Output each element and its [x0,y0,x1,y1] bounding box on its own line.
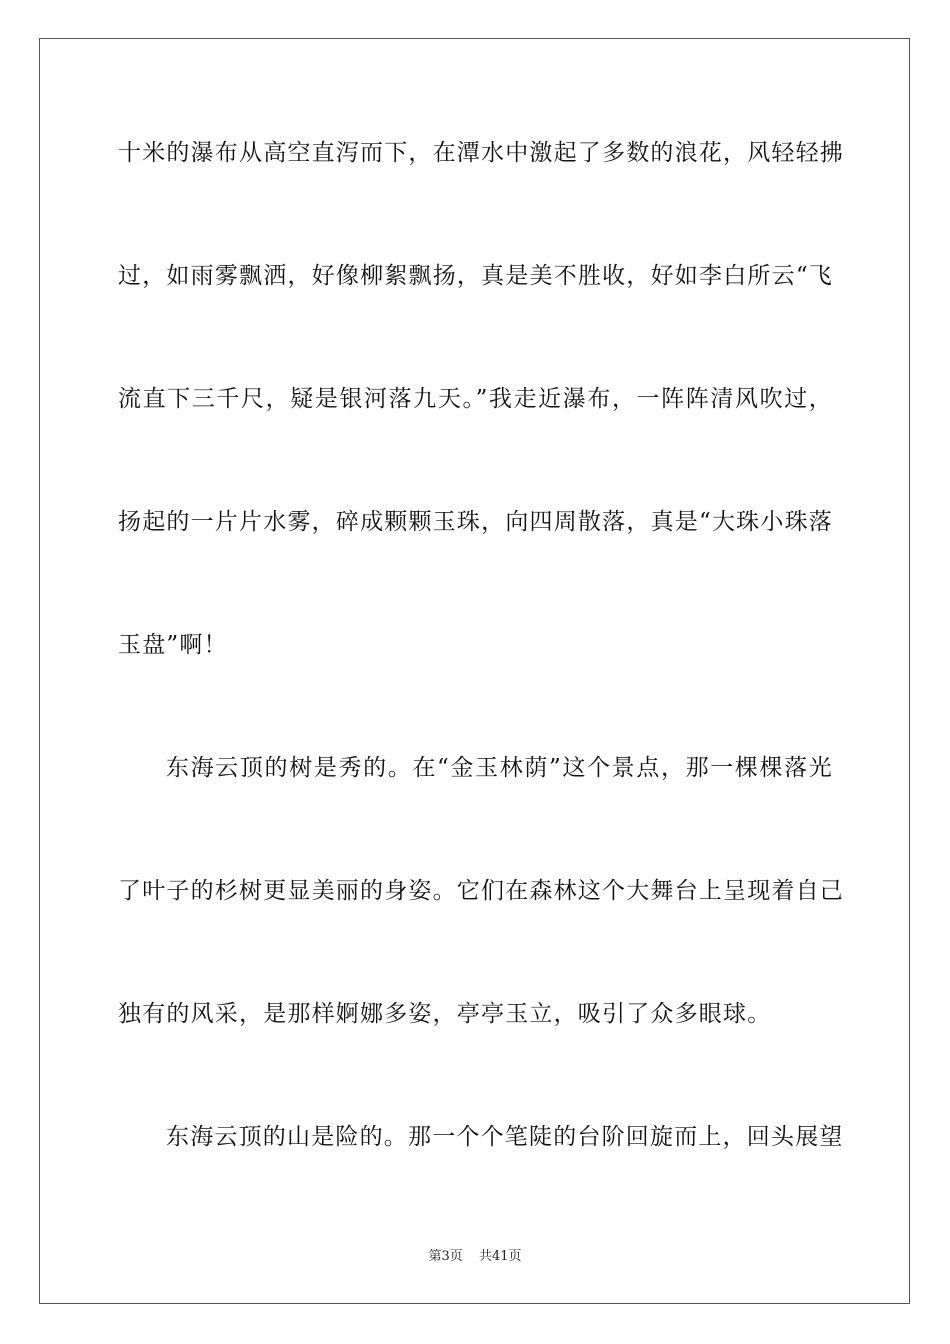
paragraph-line: 东海云顶的山是险的。那一个个笔陡的台阶回旋而上，回头展望 [166,1124,844,1150]
paragraph-line: 过，如雨雾飘洒，好像柳絮飘扬，真是美不胜收，好如李白所云“飞 [118,263,833,289]
paragraph-line: 了叶子的杉树更显美丽的身姿。它们在森林这个大舞台上呈现着自己 [118,878,844,904]
paragraph-line: 东海云顶的树是秀的。在“金玉林荫”这个景点，那一棵棵落光 [166,755,833,781]
paragraph-line: 流直下三千尺，疑是银河落九天。”我走近瀑布，一阵阵清风吹过， [118,386,833,412]
page-footer [0,1245,950,1264]
page-border [39,38,910,1304]
paragraph-line: 扬起的一片片水雾，碎成颗颗玉珠，向四周散落，真是“大珠小珠落 [118,509,833,535]
paragraph-line: 玉盘”啊！ [118,632,228,658]
paragraph-line: 独有的风采，是那样婀娜多姿，亭亭玉立，吸引了众多眼球。 [118,1001,772,1027]
paragraph-line: 十米的瀑布从高空直泻而下，在潭水中激起了多数的浪花，风轻轻拂 [118,140,844,166]
page-number: 第3页 [428,1249,463,1264]
page-total: 共41页 [478,1249,522,1264]
